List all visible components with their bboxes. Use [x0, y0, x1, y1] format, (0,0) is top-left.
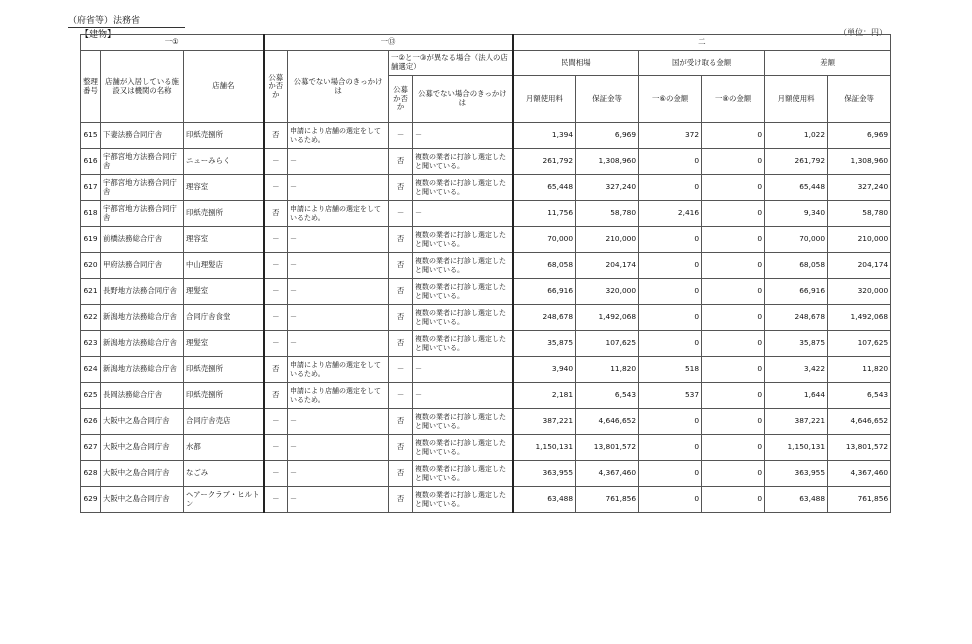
row-monthly: 35,875	[513, 331, 576, 357]
header-store: 店舗名	[184, 51, 264, 123]
row-amount6: 0	[639, 461, 702, 487]
row-reason2: －	[413, 123, 513, 149]
row-facility: 甲府法務合同庁舎	[101, 253, 184, 279]
row-store: 印紙売捌所	[184, 201, 264, 227]
row-public: －	[264, 253, 288, 279]
row-monthly: 261,792	[513, 149, 576, 175]
row-deposit: 320,000	[576, 279, 639, 305]
row-facility: 新潟地方法務総合庁舎	[101, 305, 184, 331]
row-facility: 宇都宮地方法務合同庁舎	[101, 175, 184, 201]
row-diff-deposit: 320,000	[828, 279, 891, 305]
row-reason: －	[288, 175, 389, 201]
row-diff-deposit: 210,000	[828, 227, 891, 253]
row-no: 616	[81, 149, 101, 175]
table-header	[81, 35, 891, 123]
row-no: 627	[81, 435, 101, 461]
row-amount8: 0	[702, 253, 765, 279]
row-reason: －	[288, 149, 389, 175]
row-amount8: 0	[702, 279, 765, 305]
row-deposit: 210,000	[576, 227, 639, 253]
row-reason2: 複数の業者に打診し選定したと聞いている。	[413, 175, 513, 201]
header-diff-deposit: 保証金等	[828, 76, 891, 123]
row-facility: 下妻法務合同庁舎	[101, 123, 184, 149]
row-diff-monthly: 261,792	[765, 149, 828, 175]
row-public: －	[264, 331, 288, 357]
row-diff-monthly: 68,058	[765, 253, 828, 279]
row-monthly: 70,000	[513, 227, 576, 253]
header-reason2: 公募でない場合のきっかけは	[413, 76, 513, 123]
header-group-1: 一①	[81, 35, 264, 51]
row-amount6: 0	[639, 305, 702, 331]
header-facility: 店舗が入居している施設又は機関の名称	[101, 51, 184, 123]
unit-label: （単位：円）	[839, 28, 887, 37]
row-facility: 宇都宮地方法務合同庁舎	[101, 201, 184, 227]
header-amount6: 一⑥の金額	[639, 76, 702, 123]
row-store: なごみ	[184, 461, 264, 487]
row-amount8: 0	[702, 227, 765, 253]
row-amount8: 0	[702, 435, 765, 461]
row-reason: －	[288, 487, 389, 513]
row-deposit: 13,801,572	[576, 435, 639, 461]
row-public: 否	[264, 201, 288, 227]
row-diff-monthly: 387,221	[765, 409, 828, 435]
row-reason2: 複数の業者に打診し選定したと聞いている。	[413, 435, 513, 461]
table-row	[81, 279, 891, 305]
header-amount8: 一⑧の金額	[702, 76, 765, 123]
row-public2: 否	[389, 435, 413, 461]
table-row	[81, 331, 891, 357]
row-deposit: 1,492,068	[576, 305, 639, 331]
row-reason2: 複数の業者に打診し選定したと聞いている。	[413, 227, 513, 253]
header-deposit: 保証金等	[576, 76, 639, 123]
row-facility: 大阪中之島合同庁舎	[101, 461, 184, 487]
row-public2: 否	[389, 305, 413, 331]
row-store: 合同庁舎売店	[184, 409, 264, 435]
row-monthly: 65,448	[513, 175, 576, 201]
lease-table	[80, 34, 891, 513]
row-no: 623	[81, 331, 101, 357]
row-reason2: －	[413, 357, 513, 383]
row-store: 中山理髪店	[184, 253, 264, 279]
row-no: 628	[81, 461, 101, 487]
row-reason2: 複数の業者に打診し選定したと聞いている。	[413, 149, 513, 175]
row-amount6: 0	[639, 487, 702, 513]
row-deposit: 107,625	[576, 331, 639, 357]
row-reason2: 複数の業者に打診し選定したと聞いている。	[413, 461, 513, 487]
row-public2: －	[389, 383, 413, 409]
row-diff-monthly: 35,875	[765, 331, 828, 357]
row-facility: 長岡法務総合庁舎	[101, 383, 184, 409]
row-no: 626	[81, 409, 101, 435]
row-public: －	[264, 435, 288, 461]
row-reason: －	[288, 227, 389, 253]
row-reason: －	[288, 279, 389, 305]
row-reason2: 複数の業者に打診し選定したと聞いている。	[413, 409, 513, 435]
row-no: 617	[81, 175, 101, 201]
row-monthly: 11,756	[513, 201, 576, 227]
row-amount6: 0	[639, 409, 702, 435]
header-diff-monthly: 月額使用料	[765, 76, 828, 123]
row-public2: －	[389, 201, 413, 227]
row-store: 理髪室	[184, 279, 264, 305]
row-amount8: 0	[702, 331, 765, 357]
row-monthly: 63,488	[513, 487, 576, 513]
row-facility: 大阪中之島合同庁舎	[101, 487, 184, 513]
row-diff-monthly: 3,422	[765, 357, 828, 383]
ministry-label: （府省等）法務省	[68, 13, 185, 28]
row-no: 624	[81, 357, 101, 383]
row-amount6: 0	[639, 435, 702, 461]
row-amount6: 372	[639, 123, 702, 149]
row-deposit: 4,646,652	[576, 409, 639, 435]
row-diff-deposit: 1,308,960	[828, 149, 891, 175]
row-facility: 前橋法務総合庁舎	[101, 227, 184, 253]
row-diff-deposit: 761,856	[828, 487, 891, 513]
row-reason: －	[288, 435, 389, 461]
row-store: 印紙売捌所	[184, 357, 264, 383]
row-amount6: 2,416	[639, 201, 702, 227]
row-deposit: 4,367,460	[576, 461, 639, 487]
table-row	[81, 409, 891, 435]
header-subgroup-23: 一②と一③が異なる場合（法人の店舗選定）	[389, 51, 513, 76]
row-public2: 否	[389, 253, 413, 279]
section-label: 【建物】	[80, 30, 117, 40]
row-facility: 大阪中之島合同庁舎	[101, 435, 184, 461]
row-deposit: 58,780	[576, 201, 639, 227]
row-reason: －	[288, 253, 389, 279]
table-row	[81, 383, 891, 409]
row-amount8: 0	[702, 487, 765, 513]
row-amount6: 537	[639, 383, 702, 409]
table-row	[81, 201, 891, 227]
header-market: 民間相場	[513, 51, 639, 76]
row-monthly: 363,955	[513, 461, 576, 487]
row-reason2: 複数の業者に打診し選定したと聞いている。	[413, 253, 513, 279]
row-diff-monthly: 66,916	[765, 279, 828, 305]
row-diff-deposit: 107,625	[828, 331, 891, 357]
row-reason: －	[288, 305, 389, 331]
row-reason: 申請により店舗の選定をしているため。	[288, 357, 389, 383]
table-body	[81, 123, 891, 513]
row-deposit: 204,174	[576, 253, 639, 279]
row-reason: －	[288, 461, 389, 487]
row-monthly: 1,394	[513, 123, 576, 149]
row-reason: －	[288, 409, 389, 435]
row-amount8: 0	[702, 409, 765, 435]
row-amount6: 0	[639, 175, 702, 201]
row-diff-monthly: 1,150,131	[765, 435, 828, 461]
header-group-2: 二	[513, 35, 891, 51]
row-public2: 否	[389, 461, 413, 487]
row-deposit: 6,543	[576, 383, 639, 409]
row-diff-deposit: 327,240	[828, 175, 891, 201]
row-amount6: 0	[639, 279, 702, 305]
row-diff-deposit: 58,780	[828, 201, 891, 227]
row-reason: 申請により店舗の選定をしているため。	[288, 201, 389, 227]
row-reason2: －	[413, 201, 513, 227]
table-row	[81, 175, 891, 201]
header-diff: 差額	[765, 51, 891, 76]
row-amount8: 0	[702, 357, 765, 383]
row-amount6: 0	[639, 149, 702, 175]
table-row	[81, 253, 891, 279]
row-no: 622	[81, 305, 101, 331]
row-deposit: 761,856	[576, 487, 639, 513]
row-monthly: 248,678	[513, 305, 576, 331]
row-monthly: 3,940	[513, 357, 576, 383]
row-store: 印紙売捌所	[184, 383, 264, 409]
row-public2: 否	[389, 331, 413, 357]
table-row	[81, 487, 891, 513]
row-diff-monthly: 363,955	[765, 461, 828, 487]
row-public2: －	[389, 123, 413, 149]
row-store: 理容室	[184, 175, 264, 201]
row-diff-monthly: 65,448	[765, 175, 828, 201]
row-deposit: 6,969	[576, 123, 639, 149]
row-monthly: 68,058	[513, 253, 576, 279]
row-amount8: 0	[702, 123, 765, 149]
table-row	[81, 305, 891, 331]
row-public: －	[264, 487, 288, 513]
table-row	[81, 149, 891, 175]
row-store: 理容室	[184, 227, 264, 253]
row-public: 否	[264, 123, 288, 149]
row-amount8: 0	[702, 201, 765, 227]
row-diff-deposit: 1,492,068	[828, 305, 891, 331]
row-no: 621	[81, 279, 101, 305]
header-state: 国が受け取る金額	[639, 51, 765, 76]
row-reason: 申請により店舗の選定をしているため。	[288, 123, 389, 149]
row-reason: 申請により店舗の選定をしているため。	[288, 383, 389, 409]
header-public2: 公募か否か	[389, 76, 413, 123]
row-store: 理髪室	[184, 331, 264, 357]
row-facility: 長野地方法務合同庁舎	[101, 279, 184, 305]
table-row	[81, 357, 891, 383]
row-amount6: 0	[639, 253, 702, 279]
row-amount8: 0	[702, 305, 765, 331]
row-diff-deposit: 4,646,652	[828, 409, 891, 435]
row-store: 印紙売捌所	[184, 123, 264, 149]
row-public: －	[264, 279, 288, 305]
header-no: 整理番号	[81, 51, 101, 123]
row-reason2: 複数の業者に打診し選定したと聞いている。	[413, 331, 513, 357]
row-public2: 否	[389, 487, 413, 513]
row-public: －	[264, 461, 288, 487]
row-diff-deposit: 4,367,460	[828, 461, 891, 487]
row-public: －	[264, 227, 288, 253]
row-diff-deposit: 204,174	[828, 253, 891, 279]
row-diff-monthly: 70,000	[765, 227, 828, 253]
row-no: 618	[81, 201, 101, 227]
row-public2: －	[389, 357, 413, 383]
row-store: 合同庁舎食堂	[184, 305, 264, 331]
row-no: 625	[81, 383, 101, 409]
row-public: －	[264, 305, 288, 331]
row-diff-monthly: 1,644	[765, 383, 828, 409]
header-reason: 公募でない場合のきっかけは	[288, 51, 389, 123]
row-reason2: 複数の業者に打診し選定したと聞いている。	[413, 279, 513, 305]
header-group-13: 一⑬	[264, 35, 513, 51]
table-row	[81, 435, 891, 461]
row-public: －	[264, 175, 288, 201]
row-amount8: 0	[702, 149, 765, 175]
table-row	[81, 123, 891, 149]
row-diff-deposit: 13,801,572	[828, 435, 891, 461]
row-store: 水都	[184, 435, 264, 461]
row-no: 629	[81, 487, 101, 513]
row-store: ヘアークラブ・ヒルトン	[184, 487, 264, 513]
row-diff-deposit: 11,820	[828, 357, 891, 383]
row-amount6: 0	[639, 227, 702, 253]
row-no: 620	[81, 253, 101, 279]
row-diff-monthly: 63,488	[765, 487, 828, 513]
row-monthly: 387,221	[513, 409, 576, 435]
row-no: 619	[81, 227, 101, 253]
row-amount8: 0	[702, 175, 765, 201]
row-public2: 否	[389, 149, 413, 175]
row-reason2: －	[413, 383, 513, 409]
row-diff-monthly: 9,340	[765, 201, 828, 227]
row-public2: 否	[389, 175, 413, 201]
row-diff-deposit: 6,969	[828, 123, 891, 149]
row-public2: 否	[389, 227, 413, 253]
row-public2: 否	[389, 409, 413, 435]
row-facility: 新潟地方法務総合庁舎	[101, 331, 184, 357]
row-store: ニューみらく	[184, 149, 264, 175]
row-monthly: 1,150,131	[513, 435, 576, 461]
row-reason2: 複数の業者に打診し選定したと聞いている。	[413, 305, 513, 331]
row-diff-deposit: 6,543	[828, 383, 891, 409]
row-no: 615	[81, 123, 101, 149]
row-diff-monthly: 248,678	[765, 305, 828, 331]
row-diff-monthly: 1,022	[765, 123, 828, 149]
row-facility: 宇都宮地方法務合同庁舎	[101, 149, 184, 175]
row-public2: 否	[389, 279, 413, 305]
header-monthly: 月額使用料	[513, 76, 576, 123]
row-amount6: 0	[639, 331, 702, 357]
row-facility: 新潟地方法務総合庁舎	[101, 357, 184, 383]
row-facility: 大阪中之島合同庁舎	[101, 409, 184, 435]
table-row	[81, 227, 891, 253]
row-amount8: 0	[702, 461, 765, 487]
row-deposit: 11,820	[576, 357, 639, 383]
header-public: 公募か否か	[264, 51, 288, 123]
row-monthly: 2,181	[513, 383, 576, 409]
row-public: 否	[264, 357, 288, 383]
table-row	[81, 461, 891, 487]
row-amount6: 518	[639, 357, 702, 383]
row-deposit: 1,308,960	[576, 149, 639, 175]
row-public: －	[264, 149, 288, 175]
row-monthly: 66,916	[513, 279, 576, 305]
row-public: －	[264, 409, 288, 435]
row-deposit: 327,240	[576, 175, 639, 201]
row-reason2: 複数の業者に打診し選定したと聞いている。	[413, 487, 513, 513]
row-public: 否	[264, 383, 288, 409]
row-amount8: 0	[702, 383, 765, 409]
row-reason: －	[288, 331, 389, 357]
